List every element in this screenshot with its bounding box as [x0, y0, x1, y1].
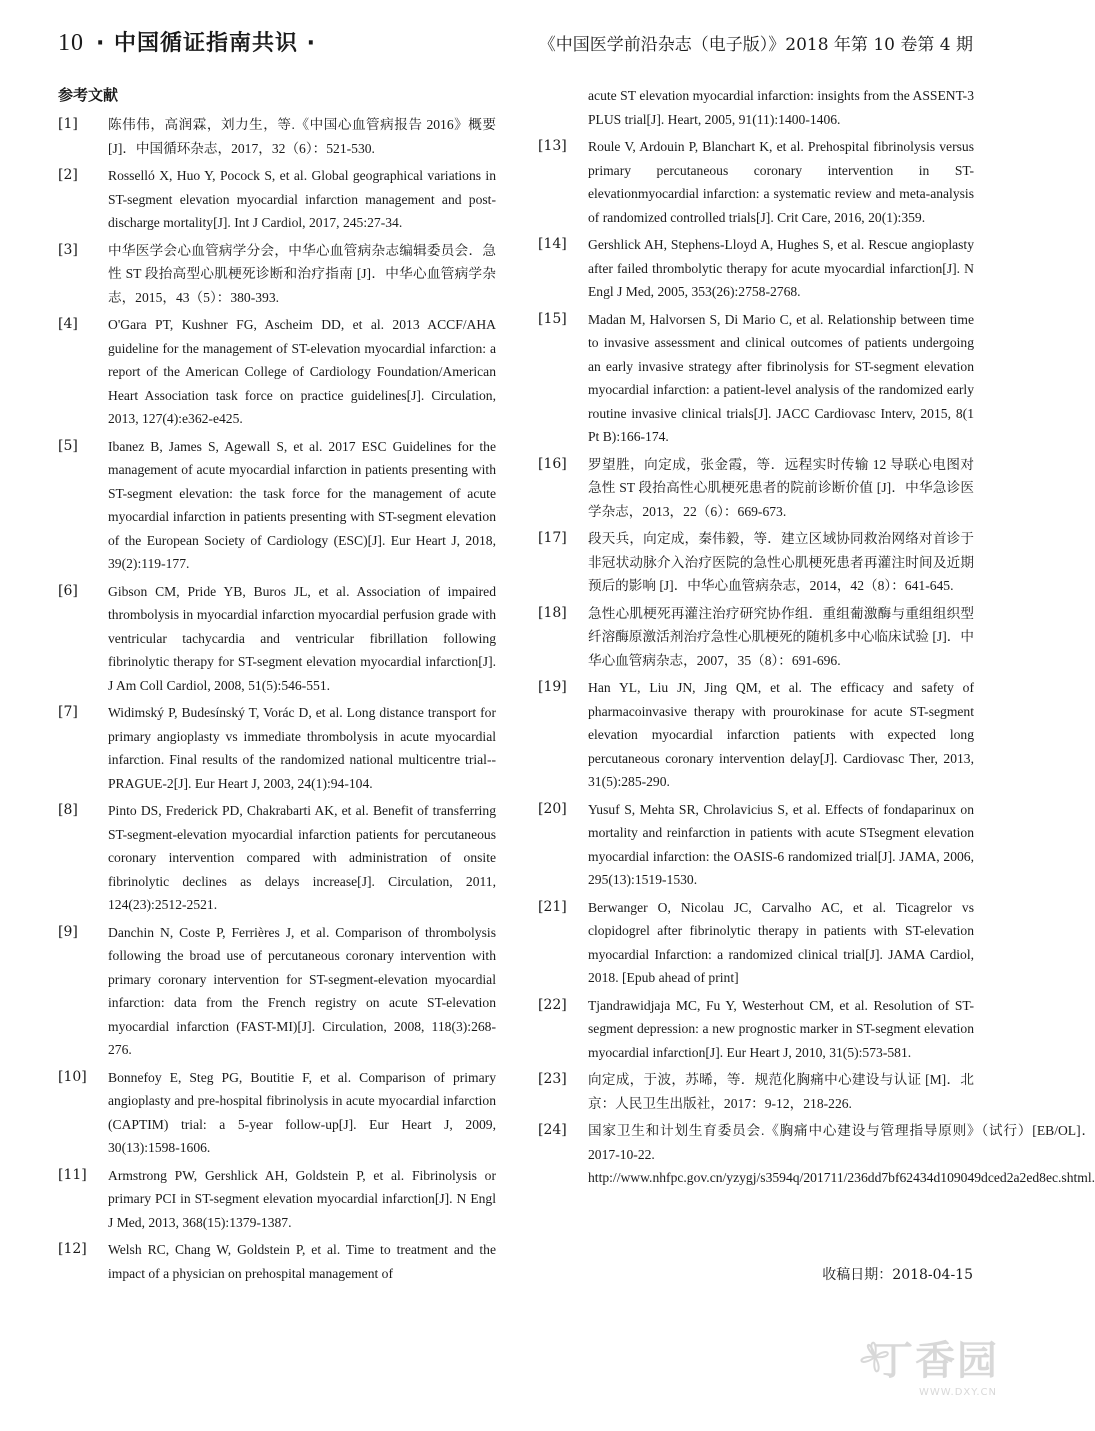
reference-item [538, 1119, 1095, 1190]
reference-number: [17] [538, 530, 567, 546]
watermark [789, 1329, 1009, 1409]
reference-number: [5] [58, 437, 78, 454]
reference-text: 陈伟伟，高润霖，刘力生，等.《中国心血管病报告 2016》概要 [J]．中国循环杂志，2017，32（6）：521-530. [108, 117, 496, 156]
reference-item [58, 239, 496, 310]
references-left-column [58, 113, 496, 1289]
reference-number: [7] [58, 704, 78, 720]
reference-item [58, 580, 496, 698]
reference-number: [6] [58, 582, 78, 599]
reference-text: Berwanger O, Nicolau JC, Carvalho AC, et al. Ticagrelor vs clopidogrel after fibrinolytic therapy in patients with ST-elevation myocardial Infarction: a randomized clinical trial[J]. JAMA Cardiol, 2018. [Epub ahead of print] [588, 899, 974, 985]
reference-number: [21] [538, 898, 567, 915]
reference-number: [24] [538, 1122, 567, 1138]
reference-text: Pinto DS, Frederick PD, Chakrabarti AK, et al. Benefit of transferring ST-segment-elevation myocardial infarction patients for percutaneous coronary intervention compared with administration of onsite fibrinolytic declines as delays increase[J]. Circulation, 2011, 124(23):2512-2521. [108, 803, 496, 912]
reference-item [538, 308, 974, 449]
reference-continuation: acute ST elevation myocardial infarction: insights from the ASSENT-3 PLUS trial[J]. Heart, 2005, 91(11):1400-1406. [588, 88, 974, 127]
reference-item [538, 233, 974, 304]
reference-item [58, 921, 496, 1062]
reference-text: Roule V, Ardouin P, Blanchart K, et al. Prehospital fibrinolysis versus primary percutaneous coronary intervention in ST-elevationmyocardial infarction: a systematic review and meta-analysis of randomized controlled trials[J]. Crit Care, 2016, 20(1):359. [588, 139, 974, 225]
reference-text: Tjandrawidjaja MC, Fu Y, Westerhout CM, et al. Resolution of ST-segment depression: a new prognostic marker in ST-segment elevation myocardial infarction[J]. Eur Heart J, 2010, 31(5):573-581. [588, 997, 974, 1060]
reference-number: [8] [58, 802, 78, 818]
reference-text: 罗望胜，向定成，张金霞，等．远程实时传输 12 导联心电图对急性 ST 段抬高性心肌梗死患者的院前诊断价值 [J]．中华急诊医学杂志，2013，22（6）：669-673. [588, 456, 974, 519]
references-right-column [538, 84, 1095, 1194]
reference-item [538, 994, 974, 1065]
reference-text: Ibanez B, James S, Agewall S, et al. 2017 ESC Guidelines for the management of acute myocardial infarction in patients presenting with ST-segment elevation: the task force for the management of acute myocardial infarction in patients presenting with ST-segment elevation of the European Society of Cardiology (ESC)[J]. Eur Heart J, 2018, 39(2):119-177. [108, 438, 496, 571]
reference-item [538, 1068, 974, 1115]
reference-text: Gershlick AH, Stephens-Lloyd A, Hughes S, et al. Rescue angioplasty after failed thrombolytic therapy for acute myocardial infarction[J]. N Engl J Med, 2005, 353(26):2758-2768. [588, 237, 974, 299]
reference-item [538, 135, 974, 229]
reference-number: [1] [58, 116, 78, 132]
reference-item [58, 435, 496, 576]
watermark-url: WWW.DXY.CN [919, 1387, 997, 1398]
reference-number: [12] [58, 1241, 87, 1257]
reference-item [538, 676, 974, 794]
reference-number: [20] [538, 800, 567, 817]
reference-text: Gibson CM, Pride YB, Buros JL, et al. Association of impaired thrombolysis in myocardial infarction myocardial perfusion grade with ventricular tachycardia and ventricular fibrillation following fibrinolytic therapy for ST-segment elevation myocardial infarction[J]. J Am Coll Cardiol, 2008, 51(5):546-551. [108, 583, 496, 693]
received-date: 收稿日期：2018-04-15 [822, 1267, 973, 1283]
reference-item [58, 313, 496, 431]
reference-item [538, 798, 974, 892]
reference-number: [11] [58, 1166, 87, 1183]
reference-number: [18] [538, 604, 567, 621]
journal-title: 《中国医学前沿杂志（电子版）》2018 年第 10 卷第 4 期 [538, 35, 973, 55]
reference-text: Armstrong PW, Gershlick AH, Goldstein P, et al. Fibrinolysis or primary PCI in ST-segment elevation myocardial infarction[J]. N Engl J Med, 2013, 368(15):1379-1387. [108, 1167, 496, 1230]
reference-item [58, 113, 496, 160]
reference-text: Madan M, Halvorsen S, Di Mario C, et al. Relationship between time to invasive assessment and clinical outcomes of patients undergoing an early invasive strategy after fibrinolysis for ST-segment elevation myocardial infarction: a patient-level analysis of the randomized early routine invasive clinical trials[J]. JACC Cardiovasc Interv, 2015, 8(1 Pt B):166-174. [588, 311, 974, 444]
reference-item [58, 1066, 496, 1160]
reference-text: 段天兵，向定成，秦伟毅，等．建立区域协同救治网络对首诊于非冠状动脉介入治疗医院的急性心肌梗死患者再灌注时间及近期预后的影响 [J]．中华心血管病杂志，2014，42（8）：641-645. [588, 531, 974, 593]
references-heading: 参考文献 [58, 86, 119, 104]
reference-text: 急性心肌梗死再灌注治疗研究协作组．重组葡激酶与重组组织型纤溶酶原激活剂治疗急性心肌梗死的随机多中心临床试验 [J]．中华心血管病杂志，2007，35（8）：691-696. [588, 605, 974, 668]
reference-item [58, 1164, 496, 1235]
reference-text: Danchin N, Coste P, Ferrières J, et al. Comparison of thrombolysis following the broad use of percutaneous coronary intervention with primary coronary intervention for ST-segment-elevation myocardial infarction: data from the French registry on acute ST-elevation myocardial infarction (FAST-MI)[J]. Circulation, 2008, 118(3):268-276. [108, 924, 496, 1057]
watermark-logo: 丁香园 [873, 1338, 999, 1384]
page-number: 10 [58, 30, 84, 56]
section-label: · 中国循证指南共识 · [96, 31, 317, 56]
reference-text: Rosselló X, Huo Y, Pocock S, et al. Global geographical variations in ST-segment elevation myocardial infarction management and post-discharge mortality[J]. Int J Cardiol, 2017, 245:27-34. [108, 168, 496, 230]
reference-text: 中华医学会心血管病学分会，中华心血管病杂志编辑委员会．急性 ST 段抬高型心肌梗死诊断和治疗指南 [J]．中华心血管病学杂志，2015，43（5）：380-393. [108, 242, 496, 305]
reference-item [58, 799, 496, 917]
reference-number: [19] [538, 679, 567, 695]
reference-text: 国家卫生和计划生育委员会.《胸痛中心建设与管理指导原则》（试行）[EB/OL]．2017-10-22. http://www.nhfpc.gov.cn/yzygj/s3594q/201711/236dd7bf62434d109049dced2a2ed8ec.shtml. [588, 1123, 1095, 1185]
reference-text: 向定成，于波，苏晞，等．规范化胸痛中心建设与认证 [M]．北京：人民卫生出版社，2017：9-12，218-226. [588, 1072, 974, 1111]
reference-number: [9] [58, 923, 78, 940]
reference-number: [15] [538, 310, 567, 327]
reference-text: Welsh RC, Chang W, Goldstein P, et al. Time to treatment and the impact of a physician on prehospital management of [108, 1242, 496, 1281]
reference-text: O'Gara PT, Kushner FG, Ascheim DD, et al. 2013 ACCF/AHA guideline for the management of ST-elevation myocardial infarction: a report of the American College of Cardiology Foundation/American Heart Association task force on practice guidelines[J]. Circulation, 2013, 127(4):e362-e425. [108, 317, 496, 426]
reference-item [538, 602, 974, 673]
reference-item [58, 701, 496, 795]
page-header [58, 26, 973, 62]
reference-item [538, 896, 974, 990]
reference-text: Widimský P, Budesínský T, Vorác D, et al. Long distance transport for primary angioplasty vs immediate thrombolysis in acute myocardial infarction. Final results of the randomized national multicentre trial--PRAGUE-2[J]. Eur Heart J, 2003, 24(1):94-104. [108, 705, 496, 791]
reference-number: [16] [538, 455, 567, 472]
header-section [58, 26, 316, 57]
reference-number: [23] [538, 1071, 567, 1087]
reference-item [538, 527, 974, 598]
reference-number: [4] [58, 316, 78, 332]
reference-number: [13] [538, 138, 567, 154]
reference-text: Han YL, Liu JN, Jing QM, et al. The efficacy and safety of pharmacoinvasive therapy with prourokinase for acute ST-segment elevation myocardial infarction patients with expected long percutaneous coronary intervention delay[J]. Cardiovasc Ther, 2013, 31(5):285-290. [588, 680, 974, 789]
reference-number: [22] [538, 996, 567, 1013]
reference-number: [10] [58, 1068, 87, 1085]
reference-item [58, 1238, 496, 1285]
reference-number: [2] [58, 167, 78, 183]
reference-number: [14] [538, 236, 567, 252]
reference-text: Yusuf S, Mehta SR, Chrolavicius S, et al. Effects of fondaparinux on mortality and reinfarction in patients with acute STsegment elevation myocardial infarction: the OASIS-6 randomized trial[J]. JAMA, 2006, 295(13):1519-1530. [588, 801, 974, 887]
reference-item [58, 164, 496, 235]
reference-text: Bonnefoy E, Steg PG, Boutitie F, et al. Comparison of primary angioplasty and pre-hospital fibrinolysis in acute myocardial infarction (CAPTIM) trial: a 5-year follow-up[J]. Eur Heart J, 2009, 30(13):1598-1606. [108, 1069, 496, 1155]
reference-item [538, 453, 974, 524]
reference-number: [3] [58, 241, 78, 258]
